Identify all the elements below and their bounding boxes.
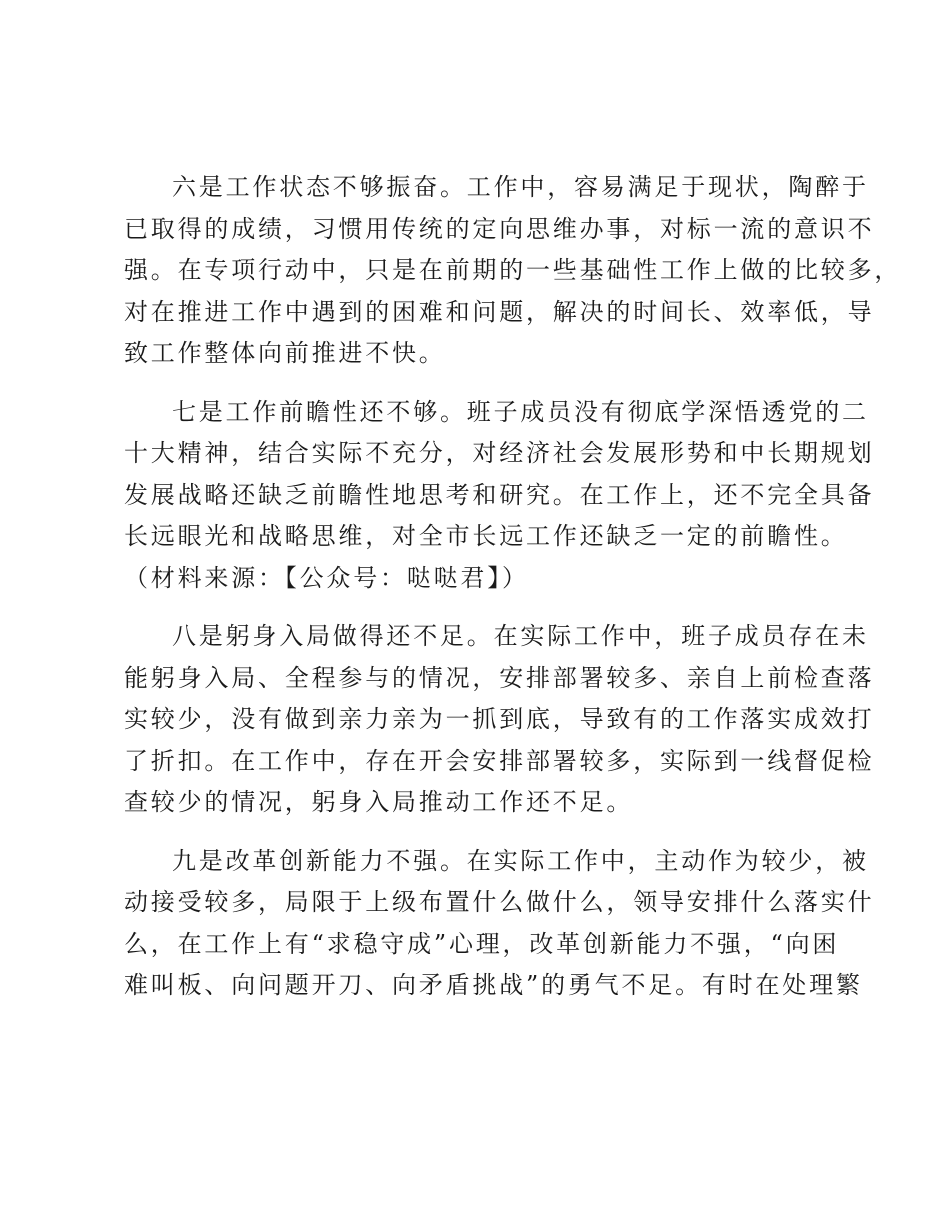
text-line: 十大精神，结合实际不充分，对经济社会发展形势和中长期规划 — [124, 439, 875, 467]
text-line: 实较少，没有做到亲力亲为一抓到底，导致有的工作落实成效打 — [124, 705, 875, 733]
paragraph-seven — [124, 392, 875, 600]
text-line: 已取得的成绩，习惯用传统的定向思维办事，对标一流的意识不 — [124, 214, 875, 243]
text-line: 八是躬身入局做得还不足。在实际工作中，班子成员存在未 — [172, 622, 869, 650]
document-body — [124, 167, 902, 1024]
text-line: 动接受较多，局限于上级布置什么做什么，领导安排什么落实什 — [124, 888, 875, 916]
text-line: 查较少的情况，躬身入局推动工作还不足。 — [124, 788, 634, 816]
text-line: 发展战略还缺乏前瞻性地思考和研究。在工作上，还不完全具备 — [124, 480, 875, 509]
text-line: 么，在工作上有“求稳守成”心理，改革创新能力不强，“向困 — [124, 929, 840, 958]
text-line: 对在推进工作中遇到的困难和问题，解决的时间长、效率低，导 — [124, 297, 875, 326]
text-line: 九是改革创新能力不强。在实际工作中，主动作为较少，被 — [172, 846, 869, 875]
text-line: 了折扣。在工作中，存在开会安排部署较多，实际到一线督促检 — [124, 746, 875, 775]
source-note: （材料来源：【公众号：哒哒君】） — [124, 563, 529, 592]
text-line: 能躬身入局、全程参与的情况，安排部署较多、亲自上前检查落 — [124, 663, 875, 692]
text-line: 强。在专项行动中，只是在前期的一些基础性工作上做的比较多， — [124, 256, 902, 284]
paragraph-nine — [124, 841, 875, 1007]
paragraph-eight — [124, 616, 875, 824]
text-line: 长远眼光和战略思维，对全市长远工作还缺乏一定的前瞻性。 — [124, 522, 848, 550]
text-line: 七是工作前瞻性还不够。班子成员没有彻底学深悟透党的二 — [172, 397, 869, 426]
text-line: 难叫板、向问题开刀、向矛盾挑战”的勇气不足。有时在处理繁 — [124, 971, 863, 999]
text-line: 致工作整体向前推进不快。 — [124, 339, 446, 367]
text-line: 六是工作状态不够振奋。工作中，容易满足于现状，陶醉于 — [172, 173, 869, 201]
paragraph-six — [124, 167, 902, 375]
